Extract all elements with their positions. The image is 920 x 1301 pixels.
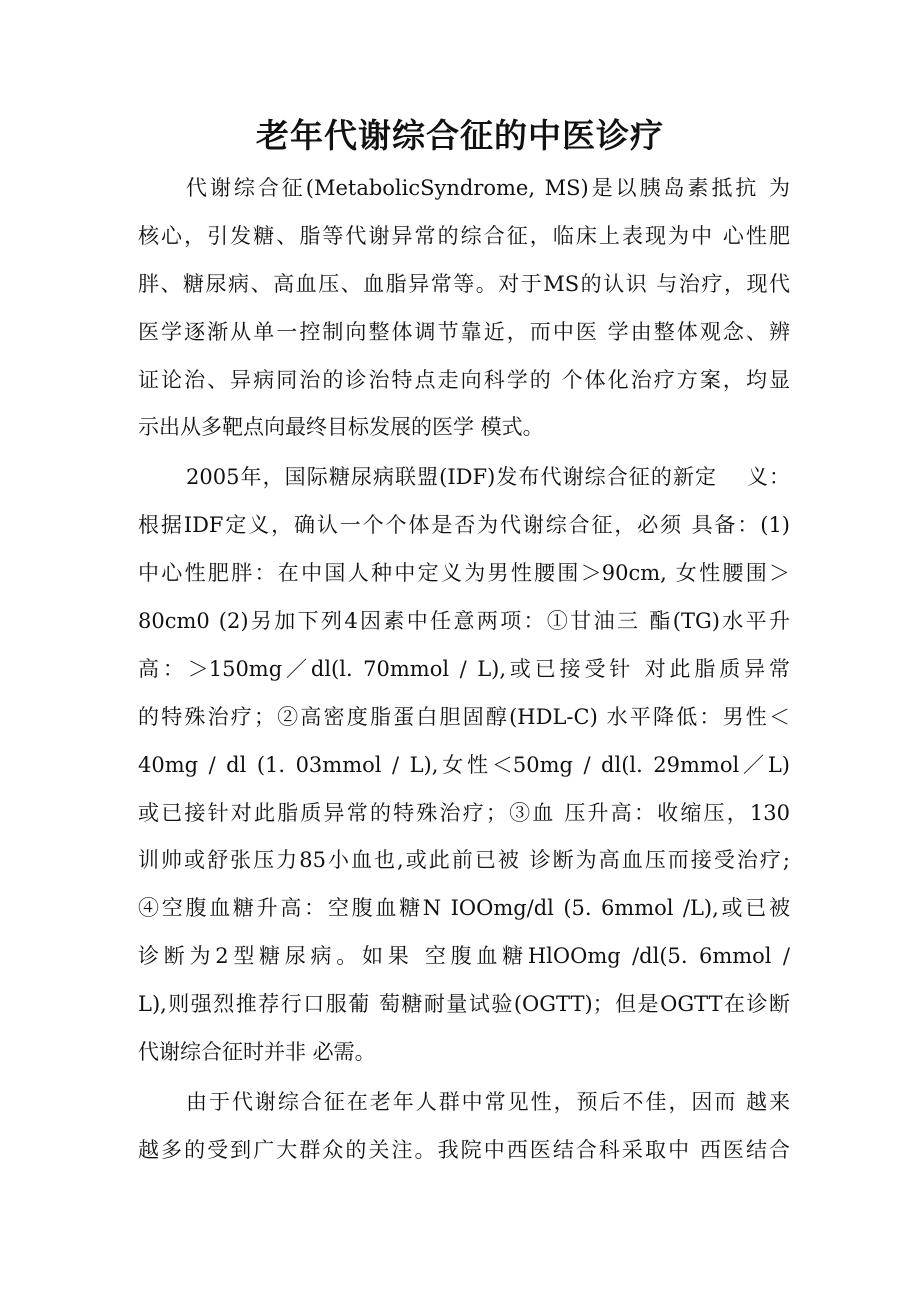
paragraph-3 [138, 1079, 790, 1175]
text-line: 示出从多靶点向最终目标发展的医学 模式。 [138, 415, 544, 440]
text-line: 医学逐渐从单一控制向整体调节靠近，而中医 学由整体观念、辨 [138, 319, 790, 344]
text-line: 训帅或舒张压力85小血也,或此前已被 诊断为高血压而接受治疗; [138, 848, 790, 873]
text-line: 40mg / dl (1. 03mmol / L),女性＜50mg / dl(l. 29mmol／L) [138, 752, 790, 777]
text-line: 诊断为2型糖尿病。如果 空腹血糖HlOOmg /dl(5. 6mmol / [138, 944, 790, 969]
text-line: ④空腹血糖升高：空腹血糖N IOOmg/dl (5. 6mmol /L),或已被 [138, 896, 790, 921]
text-line: 中心性肥胖：在中国人种中定义为男性腰围＞90cm, 女性腰围＞ [138, 561, 790, 586]
text-line: 核心，引发糖、脂等代谢异常的综合征，临床上表现为中 心性肥 [138, 223, 790, 248]
text-line: 根据IDF定义，确认一个个体是否为代谢综合征，必须 具备：(1) [138, 513, 790, 538]
text-line: 或已接针对此脂质异常的特殊治疗；③血 压升高：收缩压，130 [138, 800, 790, 825]
paragraph-2 [138, 454, 790, 1077]
text-line: 胖、糖尿病、高血压、血脂异常等。对于MS的认识 与治疗，现代 [138, 271, 790, 296]
text-line: 高：＞150mg／dl(l. 70mmol / L),或已接受针 对此脂质异常 [138, 656, 790, 681]
text-line: 的特殊治疗；②高密度脂蛋白胆固醇(HDL-C) 水平降低：男性＜ [138, 704, 790, 729]
text-line: 代谢综合征时并非 必需。 [138, 1040, 376, 1065]
text-line: L),则强烈推荐行口服葡 萄糖耐量试验(OGTT)；但是OGTT在诊断 [138, 992, 790, 1017]
text-line: 越多的受到广大群众的关注。我院中西医结合科采取中 西医结合 [138, 1137, 790, 1162]
paragraph-1 [138, 165, 790, 452]
text-line: 2005年，国际糖尿病联盟(IDF)发布代谢综合征的新定 义： [186, 465, 790, 490]
document-title: 老年代谢综合征的中医诊疗 [256, 116, 664, 155]
text-line: 由于代谢综合征在老年人群中常见性，预后不佳，因而 越来 [186, 1089, 790, 1114]
text-line: 80cm0 (2)另加下列4因素中任意两项：①甘油三 酯(TG)水平升 [138, 609, 790, 634]
document-body [138, 165, 790, 1175]
text-line: 证论治、异病同治的诊治特点走向科学的 个体化治疗方案，均显 [138, 367, 790, 392]
text-line: 代谢综合征(MetabolicSyndrome, MS)是以胰岛素抵抗 为 [186, 176, 790, 200]
